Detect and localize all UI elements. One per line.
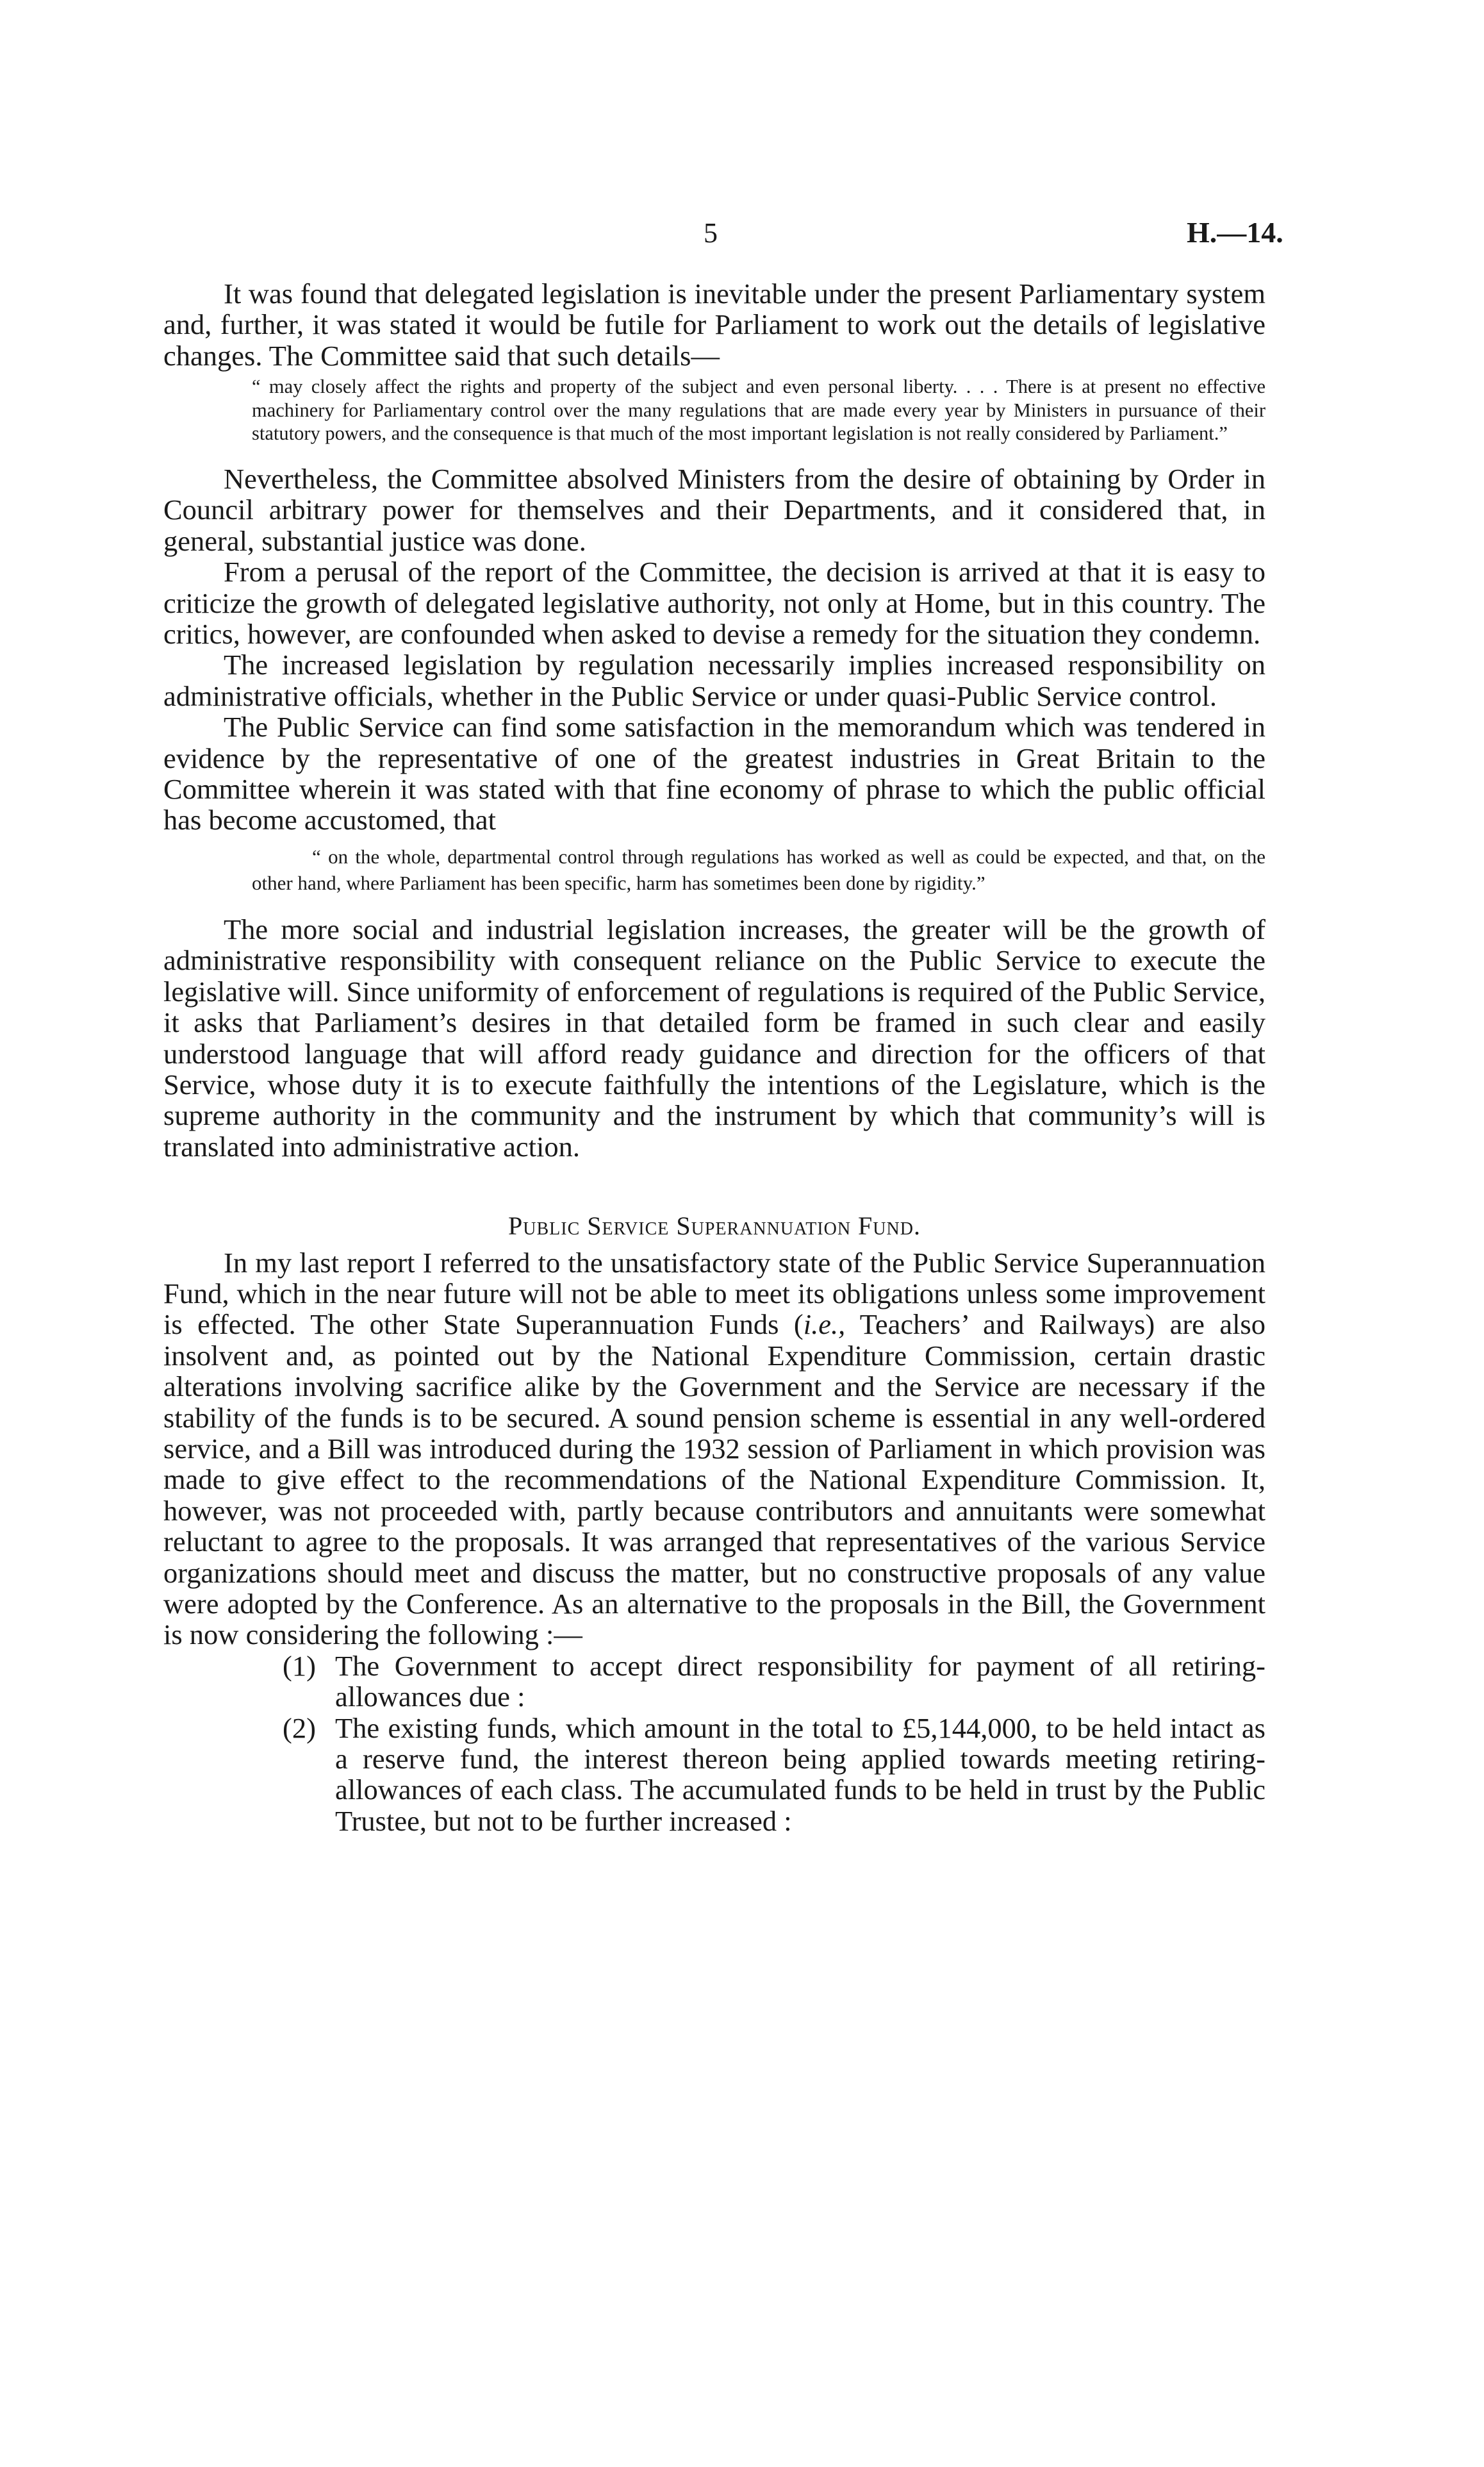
paragraph-nevertheless: Nevertheless, the Committee absolved Ministers from the desire of obtaining by Order in Council arbitrary power for themselves and their Departments, and it considered that, in general, substantial justice was done. (163, 463, 1266, 557)
paragraph-superannuation (163, 1247, 1266, 1650)
paragraph-social-legislation: The more social and industrial legislation increases, the greater will be the growth of administrative responsibility with consequent reliance on the Public Service to execute the legislative will. Since uniformity of enforcement of regulations is required of the Public Service, it asks that Parliament’s desires in that detailed form be framed in such clear and easily understood language that will afford ready guidance and direction for the officers of that Service, whose duty it is to execute faithfully the intentions of the Legislature, which is the supreme authority in the community and the instrument by which that community’s will is translated into administrative action. (163, 913, 1266, 1163)
section-heading: Public Service Superannuation Fund. (508, 1211, 921, 1241)
list-item (283, 1650, 1266, 1713)
text-run: In my last report I referred to the unsatisfactory state of the Public Service Superannuation Fund, which in the near future will not be able to meet its obligations unless some improvement is effected. The other State Superannuation Funds ( (163, 1246, 1266, 1341)
paragraph-delegated-legislation: It was found that delegated legislation is inevitable under the present Parliamentary system and, further, it was stated it would be futile for Parliament to work out the details of legislative changes. The Committee said that such details— (163, 278, 1266, 372)
page-number: 5 (704, 217, 718, 249)
quotation-text: “ may closely affect the rights and property of the subject and even personal liberty. . . . There is at present no effective machinery for Parliamentary control over the many regulations that are made every year by Ministers in pursuance of their statutory powers, and the consequence is that much of the most important legislation is not really considered by Parliament.” (252, 376, 1266, 445)
list-item-number: (1) (283, 1649, 316, 1682)
quotation-text: “ on the whole, departmental control through regulations has worked as well as could be expected, and that, on the other hand, where Parliament has been specific, harm has sometimes been done by rigidity.” (252, 845, 1266, 894)
paragraph-memorandum: The Public Service can find some satisfaction in the memorandum which was tendered in evidence by the representative of one of the greatest industries in Great Britain to the Committee wherein it was stated with that fine economy of phrase to which the public official has become accustomed, that (163, 711, 1266, 836)
quotation-memorandum (252, 843, 1266, 896)
list-item-text: The existing funds, which amount in the total to £5,144,000, to be held intact as a reserve fund, the interest thereon being applied towards meeting retiring-allowances of each class. The accumulated funds to be held in trust by the Public Trustee, but not to be further increased : (335, 1711, 1266, 1837)
document-reference: H.—14. (1187, 216, 1283, 249)
paragraph-responsibility: The increased legislation by regulation necessarily implies increased responsibility on administrative officials, whether in the Public Service or under quasi-Public Service control. (163, 649, 1266, 712)
list-item (283, 1713, 1266, 1837)
main-text (163, 278, 1266, 1836)
text-run: Teachers’ and Railways) are also insolvent and, as pointed out by the National Expenditure Commission, certain drastic alterations involving sacrifice alike by the Government and the Service are necessary if the stability of the funds is to be secured. A sound pension scheme is essential in any well-ordered service, and a Bill was introduced during the 1932 session of Parliament in which provision was made to give effect to the recommendations of the National Expenditure Commission. It, however, was not proceeded with, partly because contributors and annuitants were somewhat reluctant to agree to the proposals. It was arranged that representatives of the various Service organizations should meet and discuss the matter, but no constructive proposals of any value were adopted by the Conference. As an alternative to the proposals in the Bill, the Government is now considering the following :— (163, 1308, 1266, 1651)
italic-abbreviation: i.e., (803, 1308, 846, 1341)
list-item-text: The Government to accept direct responsibility for payment of all retiring-allowances due : (335, 1649, 1266, 1713)
quotation-committee (252, 375, 1266, 445)
list-item-number: (2) (283, 1711, 316, 1744)
paragraph-perusal: From a perusal of the report of the Committee, the decision is arrived at that it is easy to criticize the growth of delegated legislative authority, not only at Home, but in this country. The critics, however, are confounded when asked to devise a remedy for the situation they condemn. (163, 556, 1266, 651)
